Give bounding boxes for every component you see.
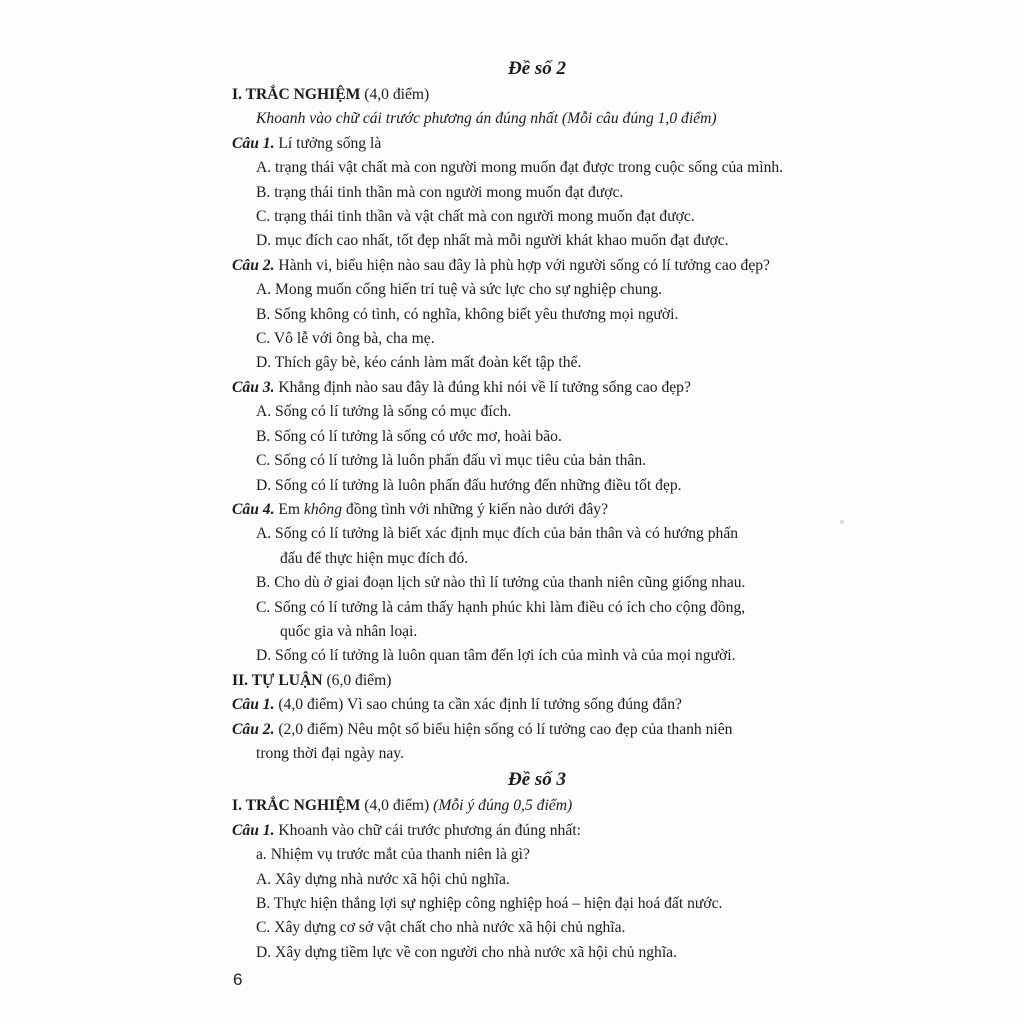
question-2-option-b: B. Sống không có tình, có nghĩa, không biết yêu thương mọi người. — [256, 305, 679, 323]
exam-3-sub-question-a: a. Nhiệm vụ trước mắt của thanh niên là gì? — [256, 846, 530, 864]
question-text-emphasis: không — [303, 500, 343, 518]
question-2-option-d: D. Thích gây bè, kéo cánh làm mất đoàn kết tập thể. — [256, 354, 582, 372]
question-text: Hành vi, biểu hiện nào sau đây là phù hợp với người sống có lí tưởng cao đẹp? — [274, 256, 770, 274]
question-3-option-d: D. Sống có lí tưởng là luôn phấn đấu hướng đến những điều tốt đẹp. — [256, 476, 682, 494]
exam-3-section-1-heading — [232, 794, 842, 818]
question-4 — [232, 498, 842, 522]
section-heading-text: II. TỰ LUẬN — [232, 671, 323, 689]
essay-question-1 — [232, 693, 842, 717]
section-heading-text: I. TRẮC NGHIỆM — [232, 86, 361, 103]
question-3-option-a: A. Sống có lí tưởng là sống có mục đích. — [256, 403, 512, 421]
question-2-option-a: A. Mong muốn cống hiến trí tuệ và sức lực cho sự nghiệp chung. — [256, 281, 663, 299]
page-number: 6 — [233, 970, 243, 989]
question-text: (2,0 điểm) Nêu một số biểu hiện sống có lí tưởng cao đẹp của thanh niên — [274, 720, 733, 738]
exam-3-option-b: B. Thực hiện thắng lợi sự nghiệp công nghiệp hoá – hiện đại hoá đất nước. — [256, 895, 723, 912]
question-label: Câu 1. — [232, 821, 275, 839]
page-content — [232, 55, 842, 965]
question-text-pre: Em — [274, 500, 304, 518]
question-4-option-d: D. Sống có lí tưởng là luôn quan tâm đến lợi ích của mình và của mọi người. — [256, 647, 736, 665]
section-points: (4,0 điểm) — [360, 797, 434, 815]
exam-3-title: Đề số 3 — [507, 769, 567, 791]
question-1-option-c: C. trạng thái tinh thần và vật chất mà con người mong muốn đạt được. — [256, 208, 695, 226]
question-1-option-a: A. trạng thái vật chất mà con người mong muốn đạt được trong cuộc sống của mình. — [256, 159, 784, 177]
paper-smudge — [840, 520, 844, 524]
exam-2-section-1-heading — [232, 83, 842, 107]
section-note: (Mỗi ý đúng 0,5 điểm) — [433, 797, 573, 815]
question-2 — [232, 254, 842, 278]
question-4-option-a-cont: đấu để thực hiện mục đích đó. — [280, 549, 469, 567]
question-label: Câu 2. — [232, 256, 275, 274]
exam-3-option-d: D. Xây dựng tiềm lực về con người cho nhà nước xã hội chủ nghĩa. — [256, 943, 677, 961]
question-label: Câu 1. — [232, 696, 275, 714]
question-text: Khẳng định nào sau đây là đúng khi nói về lí tưởng sống cao đẹp? — [274, 378, 691, 396]
question-text: Lí tưởng sống là — [274, 134, 382, 152]
question-3 — [232, 376, 842, 400]
question-3-option-c: C. Sống có lí tưởng là luôn phấn đấu vì mục tiêu của bản thân. — [256, 452, 647, 470]
section-heading-text: I. TRẮC NGHIỆM — [232, 797, 361, 815]
question-3-option-b: B. Sống có lí tưởng là sống có ước mơ, hoài bão. — [256, 427, 562, 445]
exam-2-section-2-heading — [232, 669, 842, 693]
question-1-option-d: D. mục đích cao nhất, tốt đẹp nhất mà mỗi người khát khao muốn đạt được. — [256, 232, 729, 250]
question-text: (4,0 điểm) Vì sao chúng ta cần xác định lí tưởng sống đúng đắn? — [274, 696, 682, 714]
question-4-option-b: B. Cho dù ở giai đoạn lịch sử nào thì lí tưởng của thanh niên cũng giống nhau. — [256, 574, 746, 592]
question-1-option-b: B. trạng thái tinh thần mà con người mong muốn đạt được. — [256, 183, 624, 201]
exam-2-instruction: Khoanh vào chữ cái trước phương án đúng nhất (Mỗi câu đúng 1,0 điểm) — [256, 110, 717, 128]
essay-question-2-cont: trong thời đại ngày nay. — [256, 744, 404, 762]
question-4-option-c-cont: quốc gia và nhân loại. — [280, 622, 418, 640]
question-4-option-a: A. Sống có lí tưởng là biết xác định mục đích của bản thân và có hướng phấn — [256, 525, 739, 543]
exam-2-title: Đề số 2 — [507, 58, 567, 79]
question-label: Câu 3. — [232, 378, 275, 396]
exam-3-question-1 — [232, 819, 842, 843]
question-label: Câu 1. — [232, 134, 275, 152]
question-text: Khoanh vào chữ cái trước phương án đúng nhất: — [274, 821, 581, 839]
section-points: (6,0 điểm) — [322, 671, 392, 689]
question-2-option-c: C. Vô lễ với ông bà, cha mẹ. — [256, 330, 435, 348]
exam-3-option-a: A. Xây dựng nhà nước xã hội chủ nghĩa. — [256, 870, 510, 888]
question-1 — [232, 132, 842, 156]
section-points: (4,0 điểm) — [360, 86, 430, 103]
essay-question-2 — [232, 718, 842, 742]
question-label: Câu 2. — [232, 720, 275, 738]
question-text-post: đồng tình với những ý kiến nào dưới đây? — [342, 500, 609, 518]
question-label: Câu 4. — [232, 500, 275, 518]
question-4-option-c: C. Sống có lí tưởng là cảm thấy hạnh phúc khi làm điều có ích cho cộng đồng, — [256, 598, 746, 616]
exam-3-option-c: C. Xây dựng cơ sở vật chất cho nhà nước xã hội chủ nghĩa. — [256, 919, 626, 937]
